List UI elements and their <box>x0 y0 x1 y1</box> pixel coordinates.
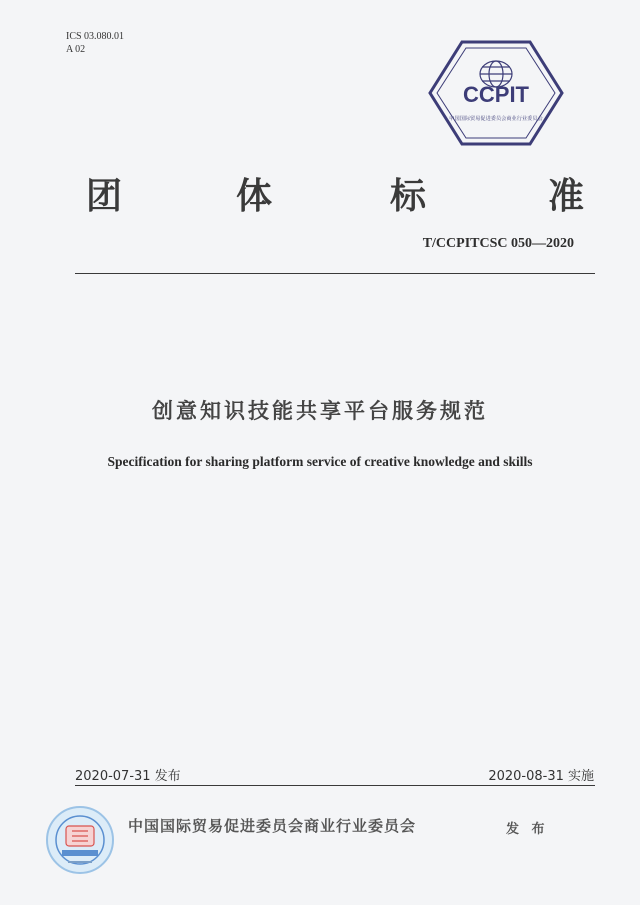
title-chinese: 创意知识技能共享平台服务规范 <box>152 399 488 423</box>
standard-type <box>0 168 640 218</box>
publisher: 中国国际贸易促进委员会商业行业委员会 <box>128 817 417 835</box>
issue-date: 2020-07-31 发布 <box>75 769 181 784</box>
ccpit-logo <box>428 40 564 146</box>
standard-type-char: 标 <box>390 176 427 217</box>
publish-label: 发 布 <box>506 822 549 837</box>
effective-date: 2020-08-31 实施 <box>488 769 594 784</box>
ics-code: ICS 03.080.01 <box>66 31 125 42</box>
title-english: Specification for sharing platform service of creative knowledge and skills <box>107 454 533 469</box>
logo-text: CCPIT <box>463 82 529 107</box>
standard-type-char: 准 <box>548 176 585 217</box>
class-code: A 02 <box>66 44 86 55</box>
classification-info <box>66 30 124 56</box>
standard-type-char: 团 <box>86 176 123 217</box>
top-divider <box>75 273 595 274</box>
standard-number: T/CCPITCSC 050—2020 <box>422 236 574 251</box>
certification-seal-icon <box>44 804 116 876</box>
bottom-divider <box>75 785 595 786</box>
logo-ring-text: 中国国际贸易促进委员会商业行业委员会 <box>449 116 543 122</box>
standard-type-char: 体 <box>236 176 273 217</box>
